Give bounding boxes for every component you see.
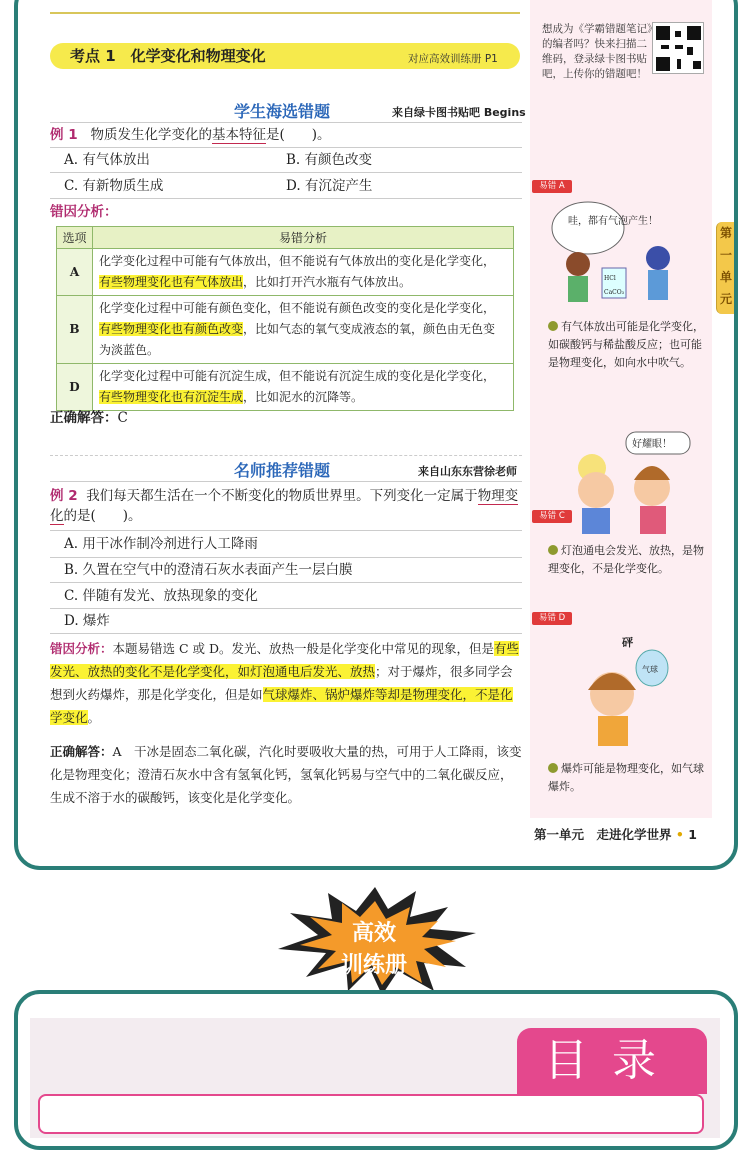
footer-bullet: • (675, 827, 684, 842)
illustration-lightbulb-icon (556, 428, 696, 540)
balloon-label: 气球 (642, 665, 658, 674)
side-tag: 易错 A (532, 180, 572, 193)
option-d: D. 有沉淀产生 (286, 178, 373, 194)
chapter-tab[interactable] (716, 222, 734, 314)
bubble-text: 哇，都有气泡产生！ (568, 216, 658, 227)
page-number: 1 (688, 827, 697, 842)
section-title: 名师推荐错题 (234, 461, 331, 480)
answer-1: 正确解答：C (50, 410, 128, 426)
error-analysis-table (56, 226, 514, 411)
option-a: A. 有气体放出 (64, 152, 150, 168)
side-tag: 易错 C (532, 510, 572, 523)
option-d: D. 爆炸 (64, 613, 110, 629)
section-title: 学生海选错题 (234, 102, 331, 121)
page-footer (534, 825, 697, 843)
kaodian-title: 考点 1 化学变化和物理变化 (70, 47, 266, 65)
bubble-text: 砰 (622, 636, 633, 649)
question-2: 例 2 我们每天都生活在一个不断变化的物质世界里。下列变化一定属于物理变化的是( )。 (50, 488, 519, 524)
table-header: 选项 (57, 227, 93, 249)
question-text: 物质发生化学变化的 (90, 127, 212, 143)
chapter-tab-char: 单 (720, 270, 733, 284)
illustration-balloon-icon (572, 612, 692, 750)
question-1 (50, 125, 331, 145)
toc-title: 目录 (517, 1028, 707, 1094)
footer-unit: 第一单元 走进化学世界 (534, 827, 672, 842)
option-b: B. 久置在空气中的澄清石灰水表面产生一层白膜 (64, 562, 353, 578)
chapter-tab-char: 第 (720, 226, 733, 240)
side-tag: 易错 D (532, 612, 572, 625)
question-text: 是( )。 (265, 127, 331, 143)
side-note: 有气体放出可能是化学变化，如碳酸钙与稀盐酸反应；也可能是物理变化，如向水中吹气。 (548, 320, 704, 369)
bubble-text: 好耀眼！ (632, 439, 672, 450)
option-a: A. 用干冰作制冷剂进行人工降雨 (64, 536, 258, 552)
question-underline: 基本特征 (211, 127, 266, 143)
answer-2: 正确解答：A 干冰是固态二氧化碳，汽化时要吸收大量的热，可用于人工降雨，该变化是物理变化；澄清石灰水中含有氢氧化钙，氢氧化钙易与空气中的二氧化碳反应，生成不溶于水的碳酸钙，该变化是化学变化。 (50, 744, 522, 805)
table-header: 易错分析 (93, 227, 514, 249)
side-note: 爆炸可能是物理变化，如气球爆炸。 (548, 762, 704, 793)
section-source: 来自绿卡图书贴吧 Begins (392, 106, 526, 119)
chapter-tab-char: 一 (720, 248, 733, 262)
divider (50, 122, 522, 123)
qr-code-icon[interactable] (652, 22, 704, 74)
option-c: C. 伴随有发光、放热现象的变化 (64, 588, 258, 604)
side-note: 灯泡通电会发光、放热，是物理变化，不是化学变化。 (548, 544, 704, 575)
chapter-tab-char: 元 (720, 292, 733, 306)
table-row: B 化学变化过程中可能有颜色变化，但不能说有颜色改变的变化是化学变化，有些物理变化也有颜色改变，比如气态的氧气变成液态的氧，颜色由无色变为淡蓝色。 (57, 296, 514, 364)
toc-content-box (38, 1094, 704, 1134)
flask-label: HCl (604, 275, 616, 282)
section-source: 来自山东东营徐老师 (418, 465, 517, 478)
promo-text: 想成为《学霸错题笔记》的编者吗？快来扫描二维码，登录绿卡图书贴吧，上传你的错题吧！ (542, 23, 653, 80)
analysis-label: 错因分析： (50, 204, 118, 220)
burst-label: 高效 训练册 (340, 921, 407, 978)
illustration-gas-icon (548, 188, 696, 308)
flask-label: CaCO₃ (604, 289, 625, 296)
analysis-2: 错因分析：本题易错选 C 或 D。发光、放热一般是化学变化中常见的现象，但是有些发光、放热的变化不是化学变化，如灯泡通电后发光、放热；对于爆炸，很多同学会想到火药爆炸，那是化学变化，但是如气球爆炸、锅炉爆炸等却是物理变化，不是化学变化。 (50, 641, 520, 725)
question-label: 例 1 (50, 127, 78, 143)
option-b: B. 有颜色改变 (286, 152, 373, 168)
option-c: C. 有新物质生成 (64, 178, 164, 194)
top-rule (50, 12, 520, 14)
kaodian-ref: 对应高效训练册 P1 (408, 53, 498, 65)
table-row: A 化学变化过程中可能有气体放出，但不能说有气体放出的变化是化学变化，有些物理变化也有气体放出，比如打开汽水瓶有气体放出。 (57, 249, 514, 296)
table-row: D 化学变化过程中可能有沉淀生成，但不能说有沉淀生成的变化是化学变化，有些物理变化也有沉淀生成，比如泥水的沉降等。 (57, 364, 514, 411)
